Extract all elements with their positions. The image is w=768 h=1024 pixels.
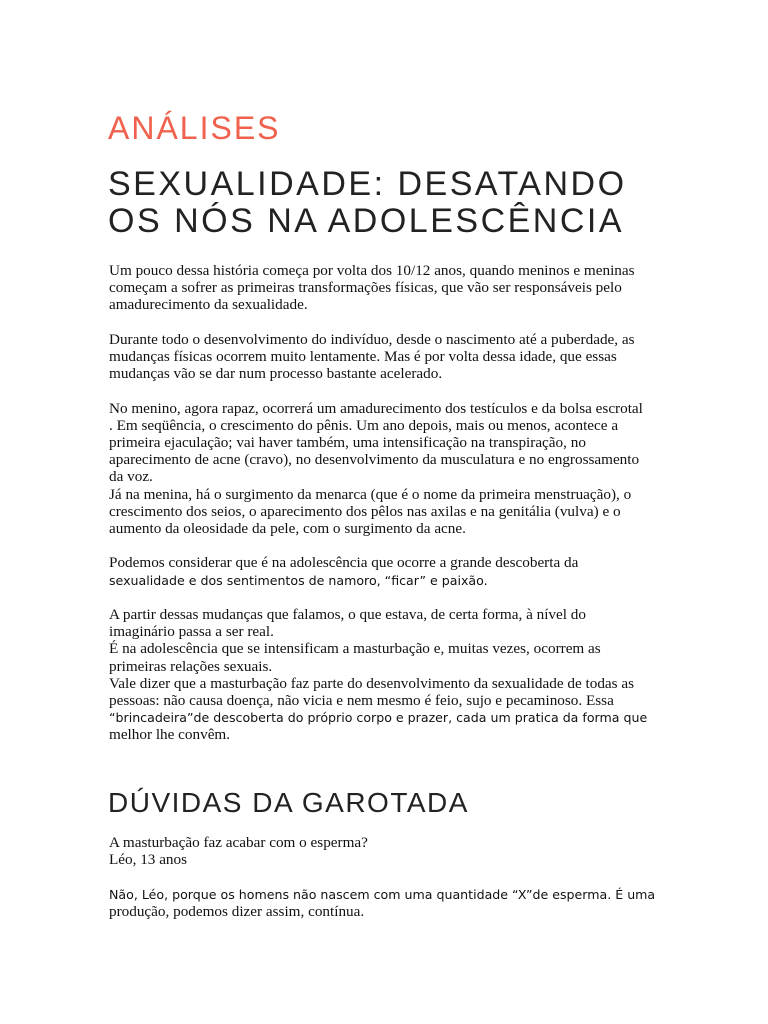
text-line: A partir dessas mudanças que falamos, o que estava, de certa forma, à nível do bbox=[109, 606, 586, 623]
article-title bbox=[108, 166, 668, 240]
article-title-line: OS NÓS NA ADOLESCÊNCIA bbox=[108, 202, 625, 240]
paragraph bbox=[109, 262, 669, 314]
text-line: aparecimento de acne (cravo), no desenvolvimento da musculatura e no engrossamento bbox=[109, 451, 640, 469]
text-line: da voz. bbox=[109, 468, 153, 486]
text-line: começam a sofrer as primeiras transformações físicas, que vão ser responsáveis pelo bbox=[109, 279, 622, 297]
question-author: Léo, 13 anos bbox=[109, 851, 188, 869]
paragraph bbox=[109, 400, 669, 538]
text-line: primeira ejaculação; vai haver também, uma intensificação na transpiração, no bbox=[109, 434, 586, 451]
text-line: melhor lhe convêm. bbox=[109, 726, 231, 744]
article-title-line: SEXUALIDADE: DESATANDO bbox=[108, 165, 627, 203]
answer-block bbox=[109, 886, 669, 920]
qa-section bbox=[109, 834, 669, 937]
text-line: crescimento dos seios, o aparecimento dos pêlos nas axilas e na genitália (vulva) e o bbox=[109, 502, 621, 520]
text-line: mudanças físicas ocorrem muito lentamente. Mas é por volta dessa idade, que essas bbox=[109, 348, 617, 365]
article-body bbox=[109, 262, 669, 761]
text-line: mudanças vão se dar num processo bastante acelerado. bbox=[109, 365, 443, 383]
text-line: Já na menina, há o surgimento da menarca (que é o nome da primeira menstruação), o bbox=[109, 485, 632, 503]
text-line: . Em seqüência, o crescimento do pênis. Um ano depois, mais ou menos, acontece a bbox=[109, 416, 619, 434]
text-line: É na adolescência que se intensificam a masturbação e, muitas vezes, ocorrem as bbox=[109, 640, 601, 658]
answer-line: Não, Léo, porque os homens não nascem com uma quantidade “X”de esperma. É uma bbox=[109, 886, 656, 902]
answer-line: produção, podemos dizer assim, contínua. bbox=[109, 902, 365, 920]
section-heading: DÚVIDAS DA GAROTADA bbox=[108, 787, 469, 818]
text-line: pessoas: não causa doença, não vicia e nem mesmo é feio, sujo e pecaminoso. Essa bbox=[109, 692, 614, 710]
text-line: Vale dizer que a masturbação faz parte do desenvolvimento da sexualidade de todas as bbox=[109, 674, 635, 692]
text-line: primeiras relações sexuais. bbox=[109, 657, 273, 675]
text-line: Durante todo o desenvolvimento do indivíduo, desde o nascimento até a puberdade, as bbox=[109, 330, 635, 348]
paragraph bbox=[109, 606, 669, 744]
text-line: sexualidade e dos sentimentos de namoro, “ficar” e paixão. bbox=[109, 572, 488, 588]
text-line: Podemos considerar que é na adolescência que ocorre a grande descoberta da bbox=[109, 554, 579, 572]
text-line: amadurecimento da sexualidade. bbox=[109, 296, 308, 314]
text-line: Um pouco dessa história começa por volta dos 10/12 anos, quando meninos e meninas bbox=[109, 262, 635, 279]
paragraph bbox=[109, 554, 669, 588]
section-label: ANÁLISES bbox=[108, 110, 281, 146]
text-line: imaginário passa a ser real. bbox=[109, 623, 274, 641]
question-block bbox=[109, 834, 669, 868]
paragraph bbox=[109, 331, 669, 383]
text-line: No menino, agora rapaz, ocorrerá um amadurecimento dos testículos e da bolsa escrotal bbox=[109, 399, 643, 417]
text-line: aumento da oleosidade da pele, com o surgimento da acne. bbox=[109, 520, 466, 538]
text-line: “brincadeira”de descoberta do próprio corpo e prazer, cada um pratica da forma que bbox=[109, 710, 648, 726]
question-text: A masturbação faz acabar com o esperma? bbox=[109, 834, 368, 851]
